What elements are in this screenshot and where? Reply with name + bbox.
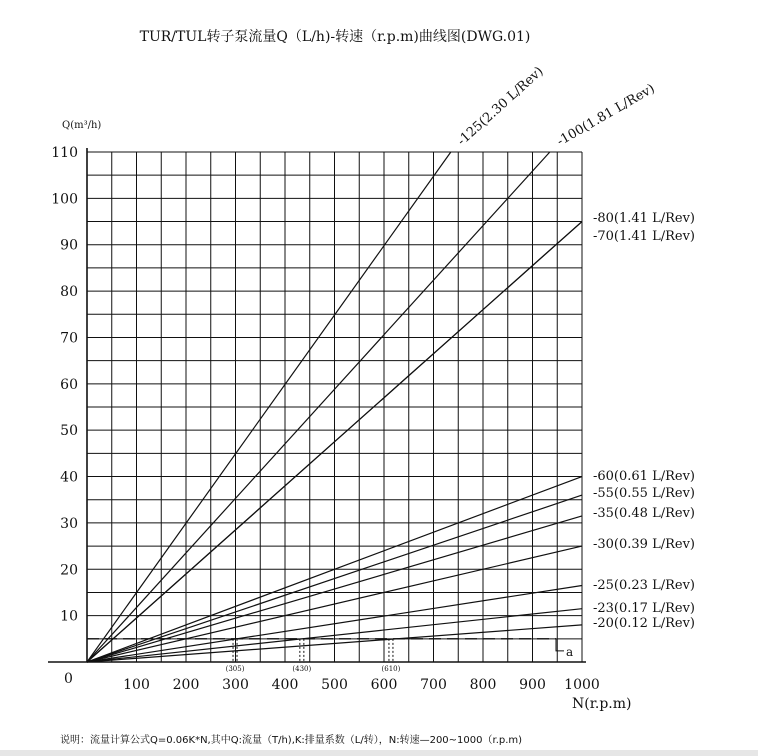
x-tick-label: 1000 [564, 677, 600, 693]
y-axis-label: Q(m³/h) [62, 120, 102, 131]
series-label: -35(0.48 L/Rev) [593, 506, 695, 521]
y-tick-label: 110 [51, 145, 78, 161]
marker-label: (305) [225, 665, 245, 673]
y-tick-label: 70 [60, 330, 78, 347]
x-tick-label: 200 [172, 677, 200, 693]
y-tick-label: 10 [60, 608, 78, 625]
reference-line-label: a [566, 644, 574, 659]
x-axis-label: N(r.p.m) [572, 696, 632, 712]
series-label: -20(0.12 L/Rev) [593, 616, 695, 631]
x-tick-label: 900 [519, 677, 546, 693]
x-tick-label: 800 [469, 677, 497, 693]
y-tick-label: 80 [60, 284, 78, 301]
marker-label: (610) [381, 665, 401, 673]
series-label: -125(2.30 L/Rev) [454, 64, 547, 149]
y-tick-label: 90 [60, 237, 78, 254]
y-tick-label: 50 [60, 423, 78, 440]
x-tick-label: 500 [321, 677, 348, 693]
y-tick-label: 20 [60, 562, 78, 579]
series-label: -60(0.61 L/Rev) [593, 469, 695, 484]
series-label: -25(0.23 L/Rev) [593, 578, 695, 593]
x-tick-label: 100 [123, 677, 150, 693]
y-tick-label: 30 [60, 515, 78, 532]
bottom-bar [0, 750, 758, 756]
origin-label: 0 [64, 671, 73, 687]
y-tick-label: 60 [60, 376, 78, 393]
footnote: 说明：流量计算公式Q=0.06K*N,其中Q:流量（T/h),K:排量系数（L/转），N:转速—200~1000（r.p.m) [60, 735, 523, 746]
x-tick-label: 700 [420, 677, 447, 693]
y-tick-label: 100 [51, 191, 78, 208]
marker-label: (430) [292, 665, 312, 673]
x-tick-label: 400 [271, 677, 299, 693]
chart-title-text: TUR/TUL转子泵流量Q（L/h)-转速（r.p.m)曲线图(DWG.01) [139, 29, 531, 45]
series-label: -23(0.17 L/Rev) [593, 601, 695, 616]
series-label: -80(1.41 L/Rev) [593, 211, 695, 226]
x-tick-label: 300 [222, 677, 249, 693]
y-tick-label: 40 [60, 469, 78, 486]
series-label: -70(1.41 L/Rev) [593, 229, 695, 244]
series-label: -55(0.55 L/Rev) [593, 486, 695, 501]
series-label: -100(1.81 L/Rev) [554, 81, 658, 150]
chart-grid [87, 152, 582, 662]
series-label: -30(0.39 L/Rev) [593, 537, 695, 552]
x-tick-label: 600 [370, 677, 398, 693]
